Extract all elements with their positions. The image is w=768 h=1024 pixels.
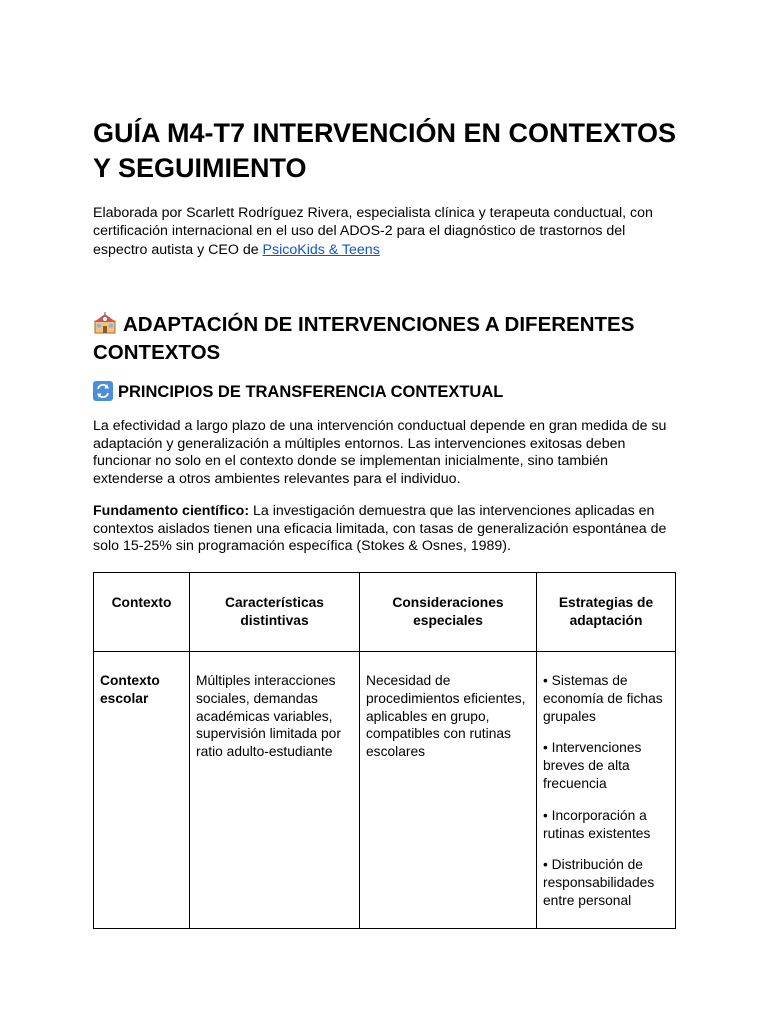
author-line [93, 204, 678, 259]
document-title: GUÍA M4-T7 INTERVENCIÓN EN CONTEXTOS Y SEGUIMIENTO [93, 118, 677, 183]
header-considerations: Consideraciones especiales [360, 573, 537, 652]
header-characteristics: Características distintivas [190, 573, 360, 652]
contexts-table [93, 572, 676, 929]
author-text: Elaborada por Scarlett Rodríguez Rivera, especialista clínica y terapeuta conductual, con certificación internacional en el uso del ADOS-2 para el diagnóstico de trastornos del espectro autista y CEO de [93, 205, 653, 258]
subsection-heading [93, 381, 683, 403]
section-heading [93, 311, 683, 367]
strategy-item: • Sistemas de economía de fichas grupales [543, 673, 663, 724]
strategy-item: • Incorporación a rutinas existentes [543, 807, 651, 841]
header-strategies: Estrategias de adaptación [537, 573, 676, 652]
cell-strategies [537, 652, 676, 929]
cell-context: Contexto escolar [94, 652, 190, 929]
table-row [94, 652, 676, 929]
subsection-heading-text: PRINCIPIOS DE TRANSFERENCIA CONTEXTUAL [118, 383, 504, 401]
table-header-row [94, 573, 676, 652]
cell-characteristics: Múltiples interacciones sociales, demandas académicas variables, supervisión limitada por ratio adulto-estudiante [190, 652, 360, 929]
paragraph-scientific-basis [93, 503, 678, 556]
paragraph-label: Fundamento científico: [93, 503, 250, 519]
paragraph-text: La investigación demuestra que las intervenciones aplicadas en contextos aislados tienen una eficacia limitada, con tasas de generalización espontánea de solo 15-25% sin programación específica (Stokes & Osnes, 1989). [93, 503, 667, 555]
strategy-item: • Intervenciones breves de alta frecuencia [543, 740, 642, 791]
psicokids-link[interactable]: PsicoKids & Teens [262, 241, 380, 258]
header-context: Contexto [94, 573, 190, 652]
paragraph-effectiveness: La efectividad a largo plazo de una intervención conductual depende en gran medida de su adaptación y generalización a múltiples entornos. Las intervenciones exitosas deben funcionar no solo en el contexto donde se implementan inicialmente, sino también extenderse a otros ambientes relevantes para el individuo. [93, 418, 667, 488]
cell-considerations: Necesidad de procedimientos eficientes, aplicables en grupo, compatibles con rutinas escolares [360, 652, 537, 929]
arrows-cycle-icon [93, 381, 113, 401]
strategy-item: • Distribución de responsabilidades entre personal [543, 857, 655, 908]
section-heading-text: ADAPTACIÓN DE INTERVENCIONES A DIFERENTES CONTEXTOS [93, 313, 635, 364]
school-icon [93, 312, 117, 334]
